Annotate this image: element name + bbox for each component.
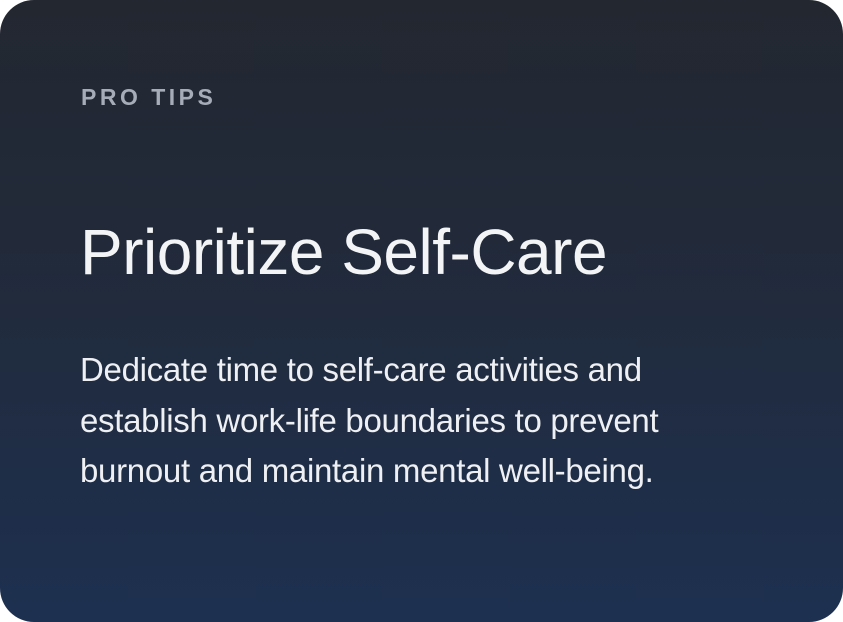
- card-description: Dedicate time to self-care activities and establish work-life boundaries to prevent burnout and maintain mental well-being.: [80, 351, 659, 489]
- card-title: Prioritize Self-Care: [80, 216, 608, 288]
- card-eyebrow-label: PRO TIPS: [81, 84, 217, 110]
